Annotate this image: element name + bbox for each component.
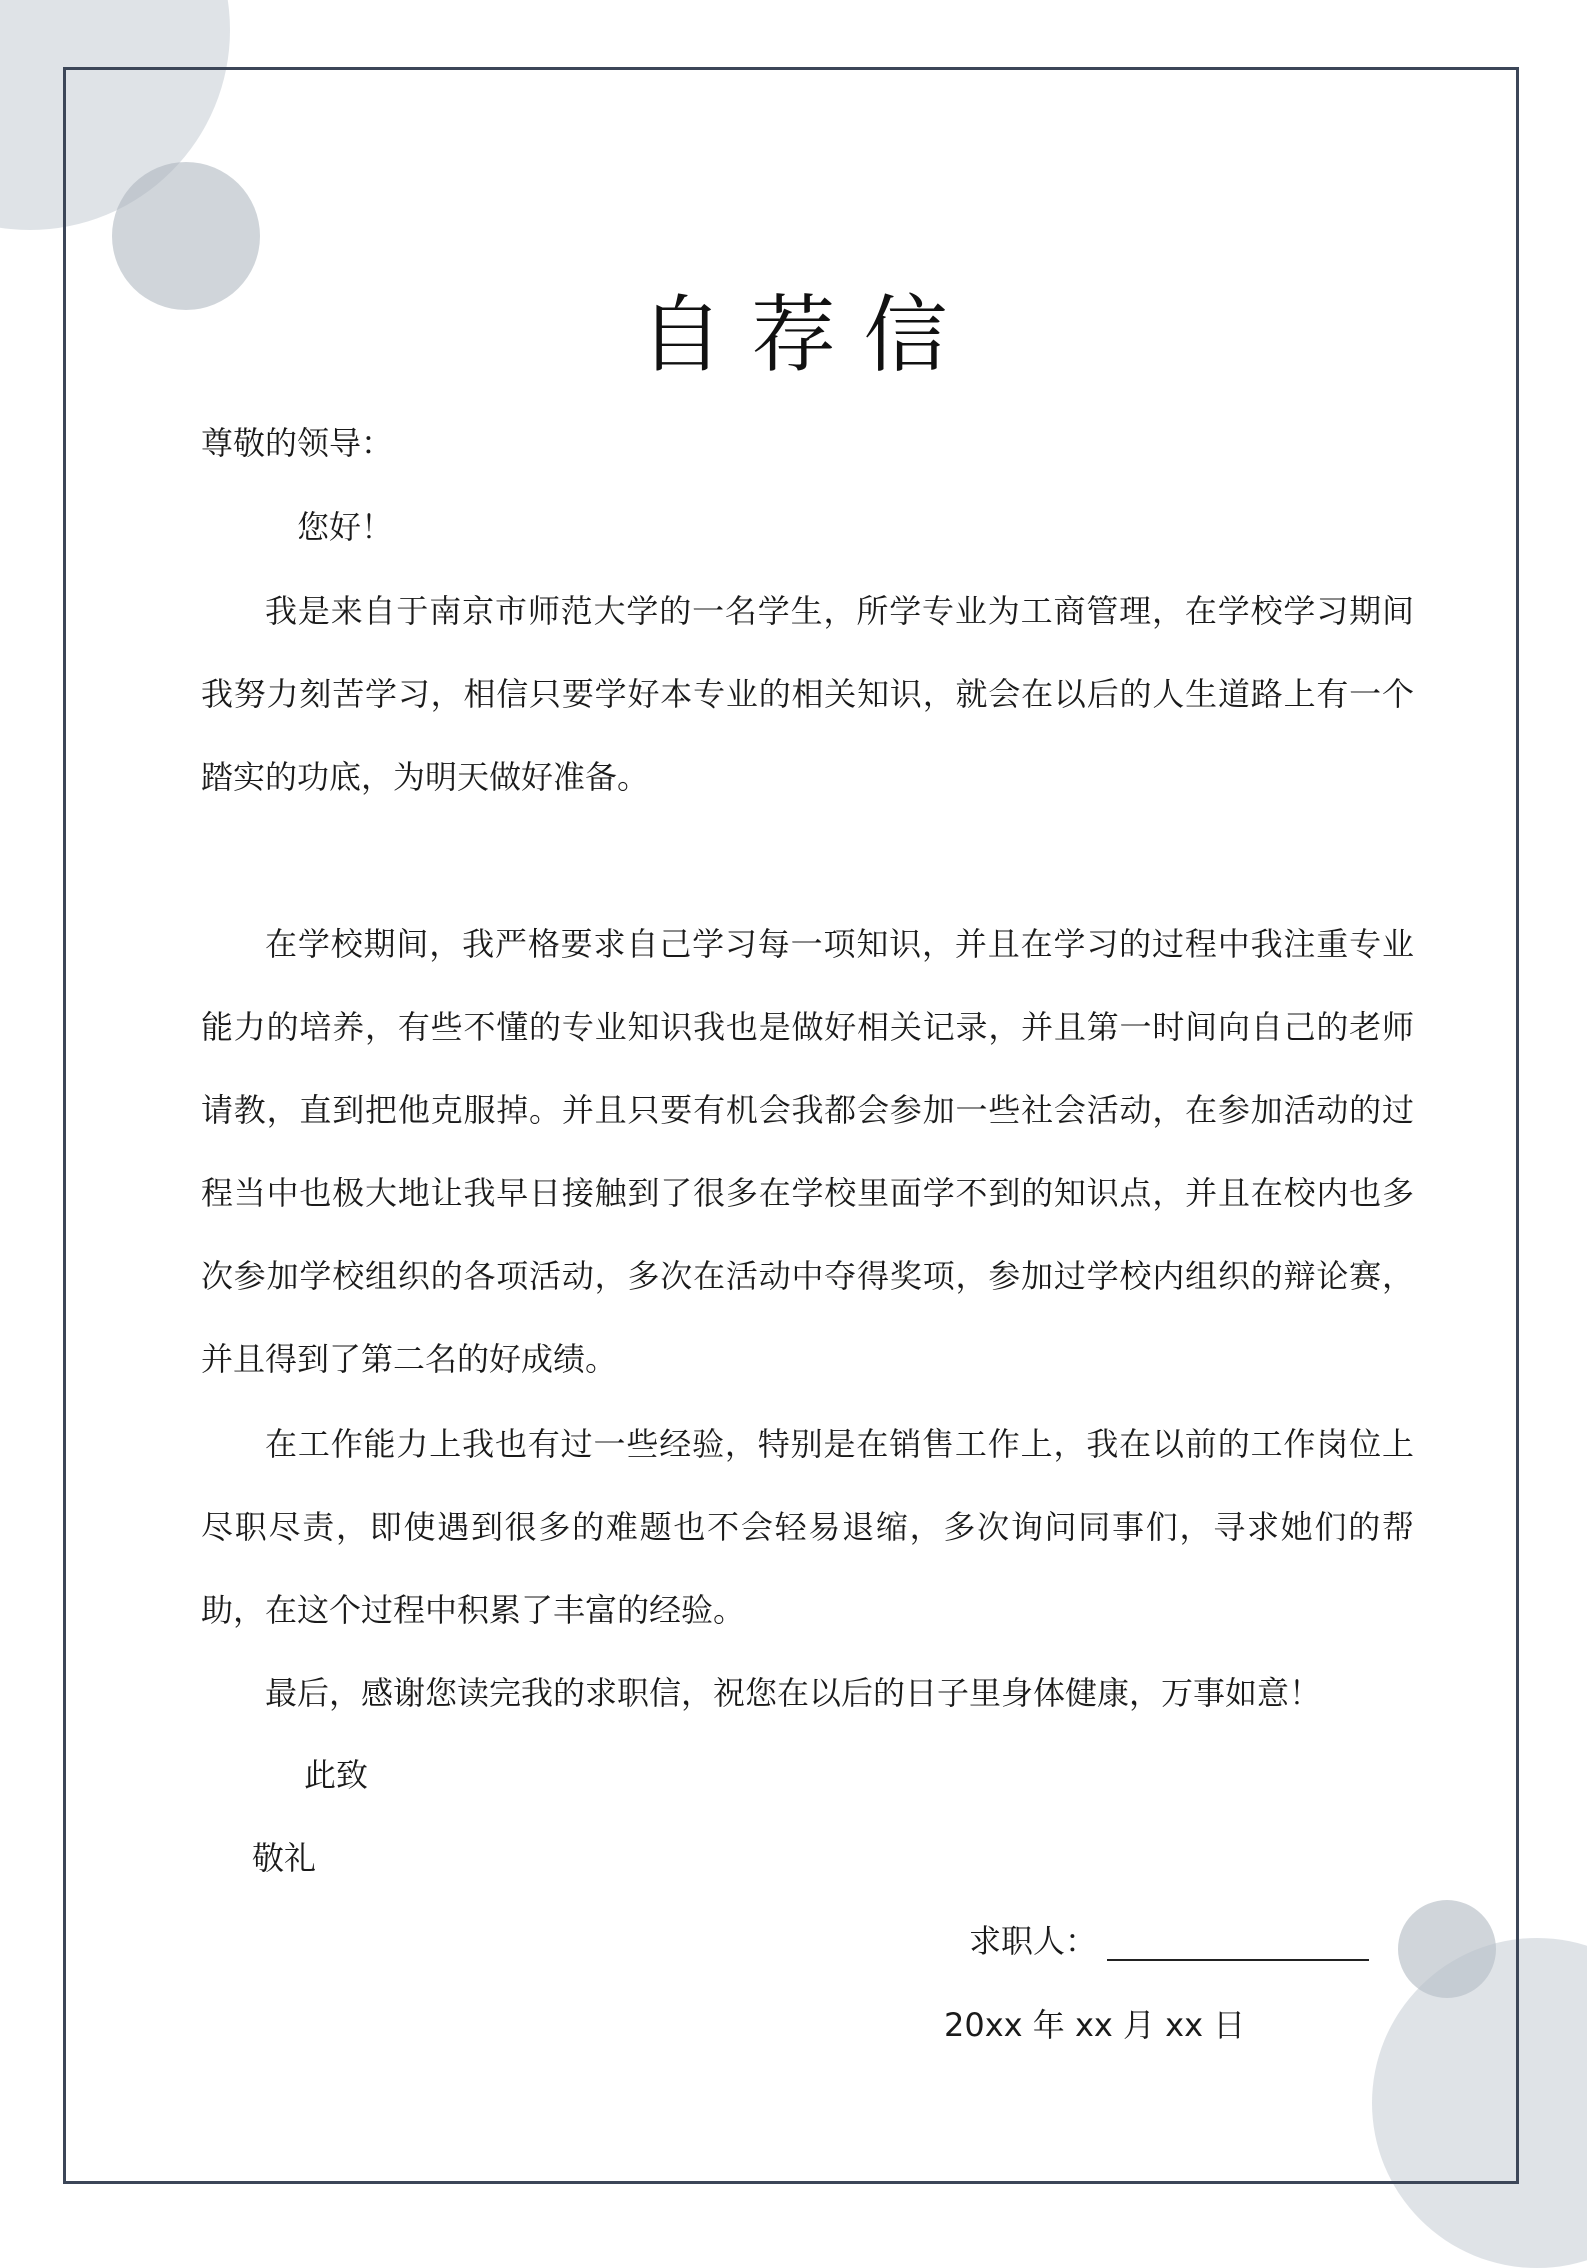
greeting: 您好！ [297,508,394,546]
paragraph-2: 在学校期间，我严格要求自己学习每一项知识，并且在学习的过程中我注重专业能力的培养，有些不懂的专业知识我也是做好相关记录，并且第一时间向自己的老师请教，直到把他克服掉。并且只要有机会我都会参加一些社会活动，在参加活动的过程当中也极大地让我早日接触到了很多在学校里面学不到的知识点，并且在校内也多次参加学校组织的各项活动，多次在活动中夺得奖项，参加过学校内组织的辩论赛，并且得到了第二名的好成绩。 [201,925,1414,1378]
paragraph-3: 在工作能力上我也有过一些经验，特别是在销售工作上，我在以前的工作岗位上尽职尽责，即使遇到很多的难题也不会轻易退缩，多次询问同事们，寻求她们的帮助，在这个过程中积累了丰富的经验。 [201,1425,1414,1629]
closing-respectfully: 此致 [304,1756,369,1794]
signature-label: 求职人： [969,1922,1098,1960]
paragraph-4: 最后，感谢您读完我的求职信，祝您在以后的日子里身体健康，万事如意！ [265,1674,1322,1712]
signature-field[interactable] [1107,1927,1369,1961]
salutation: 尊敬的领导： [201,424,394,462]
letter-title: 自荐信 [639,286,976,384]
signature-row [969,1921,1369,1961]
letter-date: 20xx 年 xx 月 xx 日 [944,2006,1246,2044]
paragraph-1: 我是来自于南京市师范大学的一名学生，所学专业为工商管理，在学校学习期间我努力刻苦学习，相信只要学好本专业的相关知识，就会在以后的人生道路上有一个踏实的功底，为明天做好准备。 [201,592,1414,796]
closing-regards: 敬礼 [252,1839,317,1877]
